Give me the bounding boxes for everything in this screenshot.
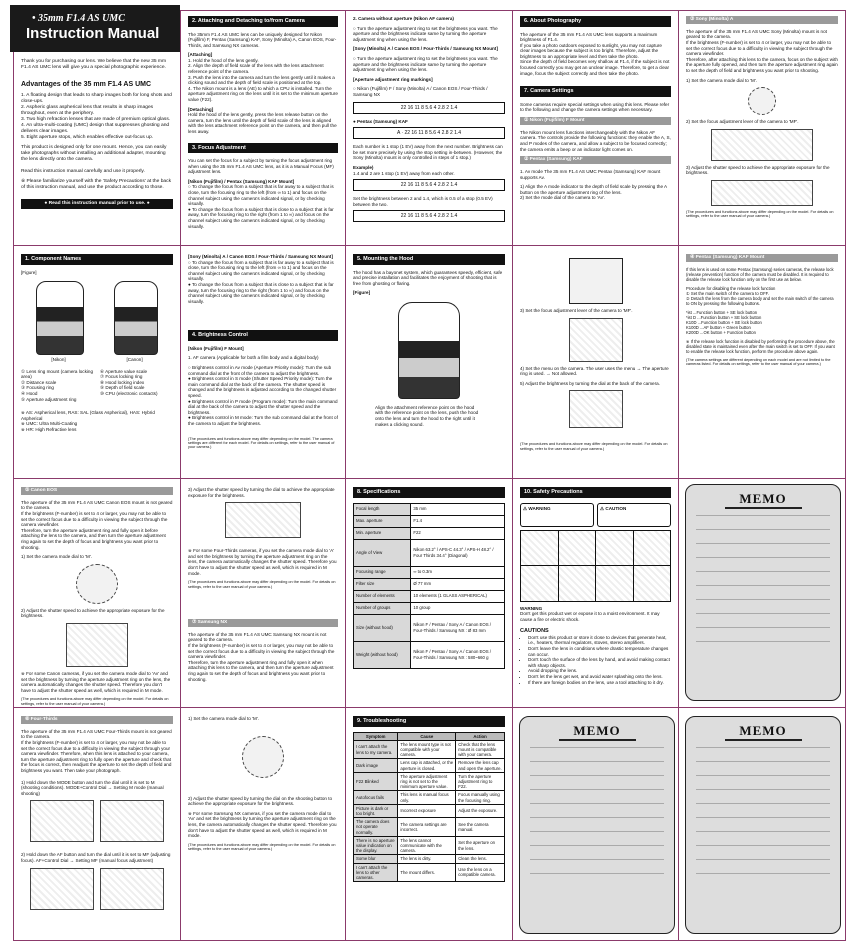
mode-dial-figure	[76, 564, 118, 604]
component-item: ⑨ Depth of field scale	[100, 385, 145, 391]
table-row	[354, 740, 505, 759]
paragraph: Therefore, after attaching this lens to the camera, focus on the subject with the aperture fully opened, and then turn the aperture adjustment ring again to set the depth of field and brightness you want prior to shooting.	[686, 56, 838, 73]
title-block	[10, 5, 180, 52]
paragraph: ※ If the release lock function is disabled by performing the procedure above, the disabled state is maintained even after the main switch is set to OFF. If you want to enable the release lock function, perform the procedure above again.	[686, 338, 835, 354]
subheading: [Attaching]	[188, 52, 213, 58]
aperture-scale: 22 16 11 8 5.6 4 2.8 2 1.4	[353, 210, 505, 222]
component-item: ⑧ Hood locking index	[100, 379, 145, 385]
advantages-list	[21, 93, 173, 141]
step: 2) Adjust the shutter speed to achieve the appropriate exposure for the brightness.	[21, 607, 165, 619]
caution-item: • If there are foreign bodies on the lens, use a tool attaching to it dry.	[528, 680, 671, 686]
note: ※ HR: High Refractive lens	[21, 427, 77, 433]
list-item: *ist ...Function button + SE lock button	[686, 309, 758, 315]
panel-divider	[13, 707, 846, 708]
canon-lens-figure	[114, 281, 158, 355]
list-item: ● To change the focus from a subject that is close to a subject that is far away, turn the focusing ring to the right (from 1 to ∞) and focus on the channel subject using the camera's indicated signal, or by checking visually.	[188, 281, 334, 304]
spec-label: Max. aperture	[354, 515, 411, 527]
subheading: [Aperture adjustment ring markings]	[353, 76, 433, 82]
hood-lens-figure	[398, 302, 460, 399]
rear-dial-figure	[569, 390, 623, 428]
camera-top-figure	[100, 800, 164, 842]
spec-row	[354, 578, 505, 590]
cause-cell: The mount differs.	[398, 863, 456, 882]
caution-legend: ⚠ CAUTION	[597, 503, 671, 527]
shutter-dial-figure	[66, 623, 128, 667]
cause-cell: The lens cannot communicate with the camera.	[398, 836, 456, 855]
safety-pictograms	[520, 530, 671, 602]
paragraph: The Nikon mount lens functions interchangeably with the Nikon AF camera. The controls provide the following functions: they enable the A, S, and P modes of the camera, and allow a subject to be focused correctly; the camera emits a beep or an indicator light comes on.	[520, 129, 671, 152]
caution-title: CAUTIONS	[520, 628, 549, 635]
pictogram	[634, 566, 671, 601]
footnote: (The procedures and functions above may differ depending on the model. For details on settings, refer to the user manual of your camera.)	[188, 580, 336, 589]
camera-top-figure	[100, 868, 164, 910]
spec-row	[354, 590, 505, 602]
table-row	[354, 855, 505, 863]
mode-dial-figure	[242, 736, 284, 778]
subheading: [Detaching]	[188, 106, 214, 112]
component-list-left	[21, 369, 94, 403]
cause-cell: This lens is manual focus only.	[398, 791, 456, 804]
pictogram	[559, 566, 596, 601]
subheading: [Nikon (Fujifilm) F Mount]	[188, 345, 244, 351]
subsection-heading: ④ Pentax (Samsung) KAF Mount	[686, 254, 838, 262]
cause-cell: The lens is dirty.	[398, 855, 456, 863]
step: 1) Hold down the MODE button and turn the dial until it is set to M (shooting conditions). MODE+Control Dial → Setting M mode (manual shooting)	[21, 779, 164, 796]
paragraph: 1) Align the A mode indicator to the depth of field scale by pressing the A button on the aperture adjustment ring of the lens.	[520, 184, 667, 195]
symptom-cell: F22 Blinked	[354, 772, 398, 791]
pictogram	[559, 531, 596, 566]
step: 4) Set the menu on the camera. The user uses the menu → The aperture ring is used. → Not allowed.	[520, 365, 669, 377]
cause-cell: Incorrect exposure	[398, 804, 456, 817]
table-row	[354, 804, 505, 817]
spec-label: Angle of View	[354, 539, 411, 566]
paragraph: 1. Av mode The 35 mm F1.4 AS UMC Pentax (Samsung) KAF mount supports Av.	[520, 168, 661, 180]
symptom-cell: The camera does not operate normally.	[354, 818, 398, 837]
paragraph: 1. AF camera (Applicable for both a film body and a digital body)	[188, 355, 319, 361]
paragraph: ○ Turn the aperture adjustment ring to set the brightness you want. The aperture and the brightness indicate same by turning the aperture adjustment ring when using the lens.	[353, 25, 498, 42]
spec-value: F1.4	[411, 515, 505, 527]
components-panel	[14, 250, 180, 478]
advantage-item: 2. Aspheric glass aspherical lens that results in sharp images throughout, even at the periphery.	[21, 104, 154, 116]
paragraph: 1.4 and 2 are 1 stop (1 EV) away from each other.	[353, 170, 455, 176]
list-item: K100D ...AF button + Green button	[686, 324, 751, 330]
cause-cell: The lens mount type is not compatible with your camera.	[398, 740, 456, 759]
list-item: ● Brightness control in P mode (Program mode): Turn the main command dial at the back of the camera to adjust the shutter speed and the brightness.	[188, 398, 338, 415]
action-cell: See the camera manual.	[456, 818, 505, 837]
mount-note: This product is designed only for one mount. Hence, you can easily take photographs without installing an additional adapter, mounting the lens directly onto the camera.	[21, 144, 167, 162]
pentax-panel	[679, 250, 845, 478]
spec-value: F22	[411, 527, 505, 539]
spec-value: 10 group	[411, 602, 505, 614]
pictogram	[596, 531, 633, 566]
spec-row	[354, 614, 505, 641]
component-item: ⑩ CPU (electronic contacts)	[100, 391, 158, 397]
action-cell: Use the lens on a compatible camera.	[456, 863, 505, 882]
panel-divider	[13, 478, 846, 479]
footnote: (The procedures and functions above may differ depending on the model. For details on settings, refer to the user manual of your camera.)	[520, 442, 668, 451]
component-item: ⑤ Aperture adjustment ring	[21, 396, 77, 402]
subheading: ● Pentax (Samsung) KAF	[353, 118, 408, 124]
table-row	[354, 818, 505, 837]
paragraph: You can set the focus for a subject by turning the focus adjustment ring when using the 35 mm F1.4 AS UMC lens, as it is a Manual Focus (MF) adjustment lens.	[188, 158, 334, 175]
figure-label: [Figure]	[353, 290, 371, 296]
symptom-cell: Some blur	[354, 855, 398, 863]
subheading: [Sony (Minolta) A / Canon EOS / Four-Thirds / Samsung NX Mount]	[188, 254, 333, 259]
paragraph: ② Detach the lens from the camera body and set the main switch of the camera to ON by pressing the following buttons.	[686, 295, 834, 306]
list-item: *ist D ...Function button + SE lock button	[686, 314, 762, 320]
panel-divider	[13, 245, 846, 246]
pictogram	[634, 531, 671, 566]
brightness-panel	[181, 250, 345, 478]
section-heading: 7. Camera Settings	[520, 86, 671, 97]
spec-row	[354, 602, 505, 614]
memo-box	[685, 716, 841, 934]
subsection-heading: ⑤ Canon EOS	[21, 487, 173, 495]
subheading: 2. Camera without aperture (Nikon AF camera)	[353, 16, 454, 21]
paragraph: If you take a photo outdoors exposed to sunlight, you may not capture clear images because the subject is too bright. Therefore, adjust the brightness to an appropriate level and then take the photo.	[520, 42, 662, 59]
safety-note: ※ Please familiarize yourself with the 'Safety Precautions' at the back of this instruction manual, and use the product according to those.	[21, 178, 172, 190]
step: 3. Push the lens into the camera and turn the lens gently until it makes a clicking sound and the depth of field scale is positioned at the top.	[188, 74, 335, 86]
attach-focus-panel	[181, 12, 345, 245]
symptom-cell: There is no aperture value indication on the display.	[354, 836, 398, 855]
step: 3) Adjust the shutter speed to achieve the appropriate exposure for the brightness.	[686, 164, 830, 176]
hood-panel	[346, 250, 512, 478]
action-cell: Adjust the exposure.	[456, 804, 505, 817]
specifications-panel	[346, 483, 512, 707]
caution-item: • Don't use this product or store it close to devices that generate heat, i.e., heaters, thermal regulators, stoves, stereo amplifiers.	[528, 635, 671, 646]
component-item: ④ Hood	[21, 391, 38, 397]
spec-value: Ø 77 mm	[411, 578, 505, 590]
caution-item: • Avoid dropping the lens.	[528, 668, 671, 674]
spec-value: Nikon 63.2° / APS-C 44.3° / APS-H 48.2° / Four Thirds 34.4° (Diagonal)	[411, 539, 505, 566]
pictogram	[521, 531, 558, 566]
spec-value: Nikon F / Pentax / Sony A / Canon EOS / Four-Thirds / Samsung NX : Ø 83 mm	[411, 614, 505, 641]
caution-list	[520, 635, 671, 685]
spec-label: Number of elements	[354, 590, 411, 602]
action-cell: Check that the lens mount is compatible with your camera.	[456, 740, 505, 759]
intro-text: Thank you for purchasing our lens. We believe that the new 35 mm F1.4 AS UMC lens will give you a special photographic experience.	[21, 59, 167, 70]
paragraph: If the brightness (F-number) is set to 4 or larger, you may not be able to set the correct focus due to a difficulty in viewing the subject through the camera viewfinder.	[21, 510, 168, 528]
paragraph: Procedure for disabling the release lock function	[686, 285, 776, 291]
spec-label: Filter size	[354, 578, 411, 590]
step: 1) Set the camera mode dial to 'M'.	[188, 716, 259, 721]
component-item: ① Lens ring mount (camera locking area)	[21, 368, 94, 380]
caution-item: • Don't touch the surface of the lens by hand, and avoid making contact with sharp objects.	[528, 657, 671, 668]
subheading: [Sony (Minolta) A / Canon EOS / Four-Thirds / Samsung NX Mount]	[353, 46, 498, 52]
action-cell: Set the aperture on the lens.	[456, 836, 505, 855]
table-row	[354, 759, 505, 772]
figure-caption: [Nikon]	[51, 357, 66, 363]
paragraph: Align the attachment reference point on the hood with the reference point on the lens, push the hood onto the lens and turn the hood to the right until it makes a clicking sound.	[375, 404, 479, 427]
paragraph: ① Set the main switch of the camera to OFF.	[686, 290, 769, 296]
memo-box	[685, 484, 841, 701]
paragraph: The aperture of the 35 mm F1.4 AS UMC Four-Thirds mount is not geared to the camera.	[21, 728, 172, 740]
troubleshooting-table	[353, 732, 505, 883]
paragraph: Some cameras require special settings when using this lens. Please refer to the following and change the camera settings when necessary.	[520, 101, 670, 113]
section-heading: 9. Troubleshooting	[353, 716, 505, 727]
paragraph: The aperture of the 35 mm F1.4 AS UMC Samsung NX mount is not geared to the camera.	[188, 631, 327, 643]
section-heading: 1. Component Names	[21, 254, 173, 265]
advantage-item: 1. A floating design that leads to sharp images both for long shots and close-ups.	[21, 92, 172, 104]
paragraph: If this lens is used on some Pentax (Samsung) series cameras, the release lock (release prevention) function of the camera must be disabled. It is required to disable the release lock function only on the first use as below.	[686, 266, 834, 282]
subsection-heading: ① Nikon (Fujifilm) F Mount	[520, 117, 671, 125]
symptom-cell: Picture is dark or too bright.	[354, 804, 398, 817]
section-heading: 4. Brightness Control	[188, 330, 338, 341]
spec-label: Focusing range	[354, 566, 411, 578]
spec-value: ∞ to 0.3m	[411, 566, 505, 578]
column-header: Cause	[398, 732, 456, 740]
symptom-cell: Autofocus fails	[354, 791, 398, 804]
component-list-right	[100, 369, 173, 403]
read-note: Read this instruction manual carefully and use it properly.	[21, 168, 145, 174]
step: 2. Align the depth of field scale of the lens with the lens attachment reference point of the camera.	[188, 63, 324, 75]
step: 1) Set the camera mode dial to 'M'.	[21, 554, 92, 560]
step: 1) Set the camera mode dial to 'M'.	[686, 77, 757, 83]
aperture-panel	[346, 12, 512, 245]
spec-row	[354, 503, 505, 515]
spec-row	[354, 641, 505, 668]
paragraph: The aperture of the 35 mm F1.4 AS UMC lens supports a maximum brightness of F1.4.	[520, 31, 658, 43]
figure-caption: [Canon]	[126, 357, 143, 363]
footnote: (The camera settings are different depending on each model and are not limited to the cameras listed. For details on settings, refer to the user manual of your camera.)	[686, 357, 831, 367]
paragraph: The aperture of the 35 mm F1.4 AS UMC Sony (Minolta) mount is not geared to the camera.	[686, 28, 827, 40]
paragraph: ○ Turn the aperture adjustment ring to set the brightness you want. The aperture and the brightness indicate same by turning the aperture adjustment ring when using the lens.	[353, 55, 498, 73]
memo-box	[519, 716, 675, 934]
shutter-dial-figure	[711, 180, 813, 206]
component-item: ⑦ Focus locking ring	[100, 374, 143, 380]
mode-dial-figure	[569, 258, 623, 304]
paragraph: If the brightness (F-number) is set to 4 or larger, you may not be able to set the correct focus due to a difficulty in viewing the subject through the camera viewfinder.	[188, 642, 335, 660]
list-item: ● Brightness control in M mode: Turn the sub command dial at the front of the camera to adjust the brightness.	[188, 415, 338, 426]
sony-panel	[679, 12, 845, 245]
section-heading: 6. About Photography	[520, 16, 671, 27]
nikon-lens-figure	[36, 281, 84, 355]
subsection-heading: ⑥ Four-Thirds	[21, 716, 173, 724]
paragraph: The 35mm F1.4 AS UMC lens can be uniquely designed for Nikon (Fujifilm) F, Pentax (Samsung) KAF, Sony (Minolta) A, Canon EOS, Four-Thirds, and Samsung NX cameras.	[188, 31, 337, 48]
list-item: K200D ...OK button + Function button	[686, 329, 756, 335]
section-heading: 8. Specifications	[353, 487, 505, 498]
note: ※ AS: Aspherical lens, RAS: SAL (Glass Aspherical), HAS: Hybrid Aspherical	[21, 410, 155, 421]
paragraph: 2) Set the mode dial of the camera to 'Av'.	[520, 195, 606, 201]
camera-back-figure	[30, 800, 94, 842]
list-item: ● To change the focus from a subject that is close to a subject that is far away, turn the focusing ring to the right (from 1 to ∞) and focus on the channel subject using the camera's indicated signal, or by checking visually.	[188, 206, 334, 229]
spec-value: 10 elements (1 GLASS ASPHERICAL)	[411, 590, 505, 602]
cause-cell: The aperture adjustment ring is not set to the minimum aperture value.	[398, 772, 456, 791]
section-heading: 2. Attaching and Detaching to/from Camera	[188, 16, 338, 27]
spec-label: Min. aperture	[354, 527, 411, 539]
column-header: Symptom	[354, 732, 398, 740]
subsection-heading: ② Pentax (Samsung) KAF	[520, 156, 671, 164]
spec-value: 35 mm	[411, 503, 505, 515]
advantage-item: 3. Two high refraction lenses that are made of premium optical glass.	[21, 116, 171, 122]
spec-row	[354, 566, 505, 578]
step: 3) Set the focus adjustment lever of the camera to 'MF'.	[520, 308, 633, 313]
caution-item: • Don't leave the lens in conditions where drastic temperature changes can occur.	[528, 646, 671, 657]
footnote: (The procedures and functions above may differ depending on the model. For details on settings, refer to the user manual of your camera.)	[686, 209, 834, 219]
caution-item: • Don't let the lens get wet, and avoid water splashing onto the lens.	[528, 674, 671, 680]
paragraph: ○ Nikon (Fujifilm) F / Sony (Minolta) A / Canon EOS / Four-Thirds / Samsung NX	[353, 86, 488, 97]
specifications-table	[353, 503, 505, 669]
subheading: [Nikon (Fujifilm) / Pentax (Samsung) KAF Mount]	[188, 178, 295, 184]
subsection-heading: ③ Sony (Minolta) A	[686, 16, 838, 24]
warning-title: WARNING	[520, 605, 543, 611]
pictogram	[521, 566, 558, 601]
manual-title: Instruction Manual	[26, 25, 160, 42]
note: ※ For some Four-Thirds cameras, if you set the camera mode dial to 'A' and set the brightness by turning the aperture adjustment ring on the lens, the camera automatically changes the shutter speed. Therefore you don't have to adjust the shutter speed as well, which is required in M mode.	[188, 548, 337, 576]
camera-top-figure	[225, 502, 301, 538]
spec-label: Size (without hood)	[354, 614, 411, 641]
aperture-scale: A · 22 16 11 8 5.6 4 2.8 2 1.4	[353, 127, 505, 139]
read-banner: ● Read this instruction manual prior to use. ●	[21, 199, 173, 209]
aperture-scale: 22 16 11 8 5.6 4 2.8 2 1.4	[353, 179, 505, 191]
paragraph: Each number is 1 stop (1 EV) away from the next number. Brightness can be set more precisely by using the stop setting in-between. (However, the Sony (Minolta) mount is only controlled in steps of 1 stop.)	[353, 144, 503, 161]
list-item: ○ To change the focus from a subject that is far away to a subject that is close, turn the focusing ring to the left (from ∞ to 1) and focus on the channel subject using the camera's indicated signal, or by checking visually.	[188, 259, 334, 282]
step: 4. The Nikon mount is a lens (AE) to which a CPU is installed. Turn the aperture adjustment ring on the lens until it is set to the minimum aperture value (F22).	[188, 85, 338, 103]
cause-cell: The camera settings are incorrect.	[398, 818, 456, 837]
intro-panel	[14, 55, 180, 245]
cause-cell: Lens cap is attached, or the aperture is closed.	[398, 759, 456, 772]
list-item: K10D ...Function button + SE lock button	[686, 319, 762, 325]
paragraph: Therefore, turn the aperture adjustment ring and fully open it when attaching this lens to the camera, and then turn the aperture adjustment ring again to set the depth of focus and brightness you want prior to shooting.	[188, 659, 334, 682]
spec-row	[354, 527, 505, 539]
paragraph: Set the brightness between 2 and 1.4, which is 0.5 of a stop (0.5 EV) between the two.	[353, 196, 493, 207]
list-item: ● Brightness control in S mode (Shutter Speed Priority mode): Turn the main command dial at the back of the camera. The shutter speed is changed and the brightness is adjusted according to the changed shutter speed.	[188, 376, 337, 398]
memo-title: MEMO	[573, 723, 621, 738]
advantage-item: 5. Eight aperture stops, which enables effective out-focus up.	[21, 134, 154, 140]
warning-legend: ⚠ WARNING	[520, 503, 594, 527]
note: ※ UMC: Ultra Multi-Coating	[21, 421, 78, 427]
section-heading: 5. Mounting the Hood	[353, 254, 505, 265]
paragraph: The aperture of the 35 mm F1.4 AS UMC Canon EOS mount is not geared to the camera.	[21, 499, 173, 511]
spec-label: Focal length	[354, 503, 411, 515]
fourthirds-panel	[14, 712, 180, 940]
lens-model: • 35mm F1.4 AS UMC	[32, 13, 125, 24]
spec-row	[354, 539, 505, 566]
list-item: ○ To change the focus from a subject that is far away to a subject that is close, turn the focusing ring to the left (from ∞ to 1) and focus on the channel subject using the camera's indicated signal, or by checking visually.	[188, 184, 334, 207]
paragraph: Therefore, turn the aperture adjustment ring and fully open it before attaching the lens to the camera, and then turn the aperture adjustment ring again to set the depth of focus and brightness you want prior to shooting.	[21, 527, 166, 550]
warning-text: Don't get this product wet or expose it to a moist environment. It may cause a fire or electric shock.	[520, 611, 660, 622]
advantages-title: Advantages of the 35 mm F1.4 AS UMC	[21, 81, 152, 88]
step: 5) Adjust the brightness by turning the dial at the back of the camera.	[520, 380, 660, 386]
action-cell: Focus manually using the focusing ring.	[456, 791, 505, 804]
memo-title: MEMO	[739, 491, 787, 506]
spec-row	[354, 515, 505, 527]
spec-label: Weight (without hood)	[354, 641, 411, 668]
mode-dial-figure	[748, 87, 776, 115]
symptom-cell: I can't attach the lens to my camera.	[354, 740, 398, 759]
symptom-cell: I can't attach the lens to other cameras.	[354, 863, 398, 882]
subsection-heading: ⑦ Samsung NX	[188, 619, 338, 627]
step: 2) Adjust the shutter speed by turning the dial on the shooting button to achieve the appropriate exposure for the brightness.	[188, 795, 333, 807]
table-row	[354, 836, 505, 855]
component-item: ② Distance scale	[21, 379, 57, 385]
step: 2) Hold down the AF button and turn the dial until it is set to MF (adjusting focus). AF+Control Dial → Setting MF (manual focus adjustment)	[21, 852, 171, 863]
section-heading: 3. Focus Adjustment	[188, 143, 338, 154]
list-item: ○ Brightness control in Av mode (Aperture Priority mode): Turn the sub command dial at the front of the camera to adjust the brightness.	[188, 365, 332, 376]
panel-divider	[13, 940, 846, 941]
paragraph: The hood has a bayonet system, which guarantees speedy, efficient, safe and precise installation and facilitates the enjoyment of shooting that is free from ghosting or flaring.	[353, 269, 503, 286]
paragraph: If the brightness (F-number) is set to 4 or larger, you may not be able to set the correct focus due to a difficulty in viewing the subject through your camera viewfinder. Therefore, when this lens is attached to your camera, turn the aperture adjustment ring to fully open the aperture and check that the focus is correct, then readjust the aperture to set the depth of field and brightness you want. Then take your photograph.	[21, 739, 172, 773]
subheading: Example)	[353, 164, 374, 170]
action-cell: Turn the aperture adjustment ring to F22.	[456, 772, 505, 791]
panel-divider	[845, 10, 846, 940]
spec-value: Nikon F / Pentax / Sony A / Canon EOS / Four-Thirds / Samsung NX : 580~660 g	[411, 641, 505, 668]
advantage-item: 4. An ultra-multi-coating (UMC) design that suppresses ghosting and delivers clear images.	[21, 122, 170, 134]
action-cell: Remove the lens cap and open the aperture.	[456, 759, 505, 772]
component-item: ③ Focusing ring	[21, 385, 54, 391]
pictogram	[596, 566, 633, 601]
step: 3) Adjust the shutter speed by turning the dial to achieve the appropriate exposure for the brightness.	[188, 487, 335, 498]
photography-settings-panel	[513, 12, 678, 245]
samsung-steps-panel	[181, 712, 345, 940]
column-header: Action	[456, 732, 505, 740]
footnote: (The procedures and functions above may differ depending on the model. For details on settings, refer to the user manual of your camera.)	[21, 697, 169, 706]
focus-lever-figure	[711, 129, 813, 161]
action-cell: Clean the lens.	[456, 855, 505, 863]
paragraph: If the brightness (F-number) is set to 4 or larger, you may not be able to set the correct focus due to a difficulty in viewing the subject through the camera viewfinder.	[686, 39, 833, 57]
spec-label: Number of groups	[354, 602, 411, 614]
component-item: ⑥ Aperture value scale	[100, 368, 148, 374]
table-row	[354, 772, 505, 791]
footnote: (The procedures and functions above may differ depending on the model. For details on settings, refer to the user manual of your camera.)	[188, 842, 336, 852]
symptom-cell: Dark image	[354, 759, 398, 772]
fourthirds-samsung-panel	[181, 483, 345, 707]
step: 1. Hold the hood of the lens gently.	[188, 57, 259, 63]
table-row	[354, 791, 505, 804]
aperture-scale: 22 16 11 8 5.6 4 2.8 2 1.4	[353, 102, 505, 114]
note: ※ For some Samsung NX cameras, if you set the camera mode dial to 'Av' and set the brightness by turning the aperture adjustment ring on the lens, the camera automatically changes the shutter speed. Therefore you don't have to adjust the shutter speed as well, which is required in M mode.	[188, 810, 337, 839]
section-heading: 10. Safety Precautions	[520, 487, 671, 498]
memo-title: MEMO	[739, 723, 787, 738]
paragraph: Hold the hood of the lens gently, press the lens release button on the camera, turn the lens until the depth of field scale of the lens is aligned with the lens attachment reference point on the camera, and then pull the lens away.	[188, 112, 337, 134]
paragraph: Since the depth of field becomes very shallow at F1.4, if the subject is not focused correctly you may get an unclear image. Therefore, to get a clear image, focus the subject correctly and then take the photo.	[520, 59, 670, 76]
safety-panel	[513, 483, 678, 707]
figure-label: [Figure]	[21, 269, 37, 275]
step: 2) Set the focus adjustment lever of the camera to 'MF'.	[686, 119, 799, 125]
focus-lever-figure	[569, 318, 623, 362]
camera-back-figure	[30, 868, 94, 910]
canon-panel	[14, 483, 180, 707]
footnote: (The procedures and functions above may differ depending on the model. The camera settings are different for each model. For details on settings, refer to the user manual of your camera.)	[188, 436, 335, 450]
troubleshooting-panel	[346, 712, 512, 940]
table-row	[354, 863, 505, 882]
note: ※ For some Canon cameras, if you set the camera mode dial to 'Av' and set the brightness by turning the aperture adjustment ring on the lens, the camera automatically changes the shutter speed. Therefore you don't have to adjust the shutter speed as well, which is required in M mode.	[21, 670, 171, 693]
sony-steps-panel	[513, 250, 678, 478]
